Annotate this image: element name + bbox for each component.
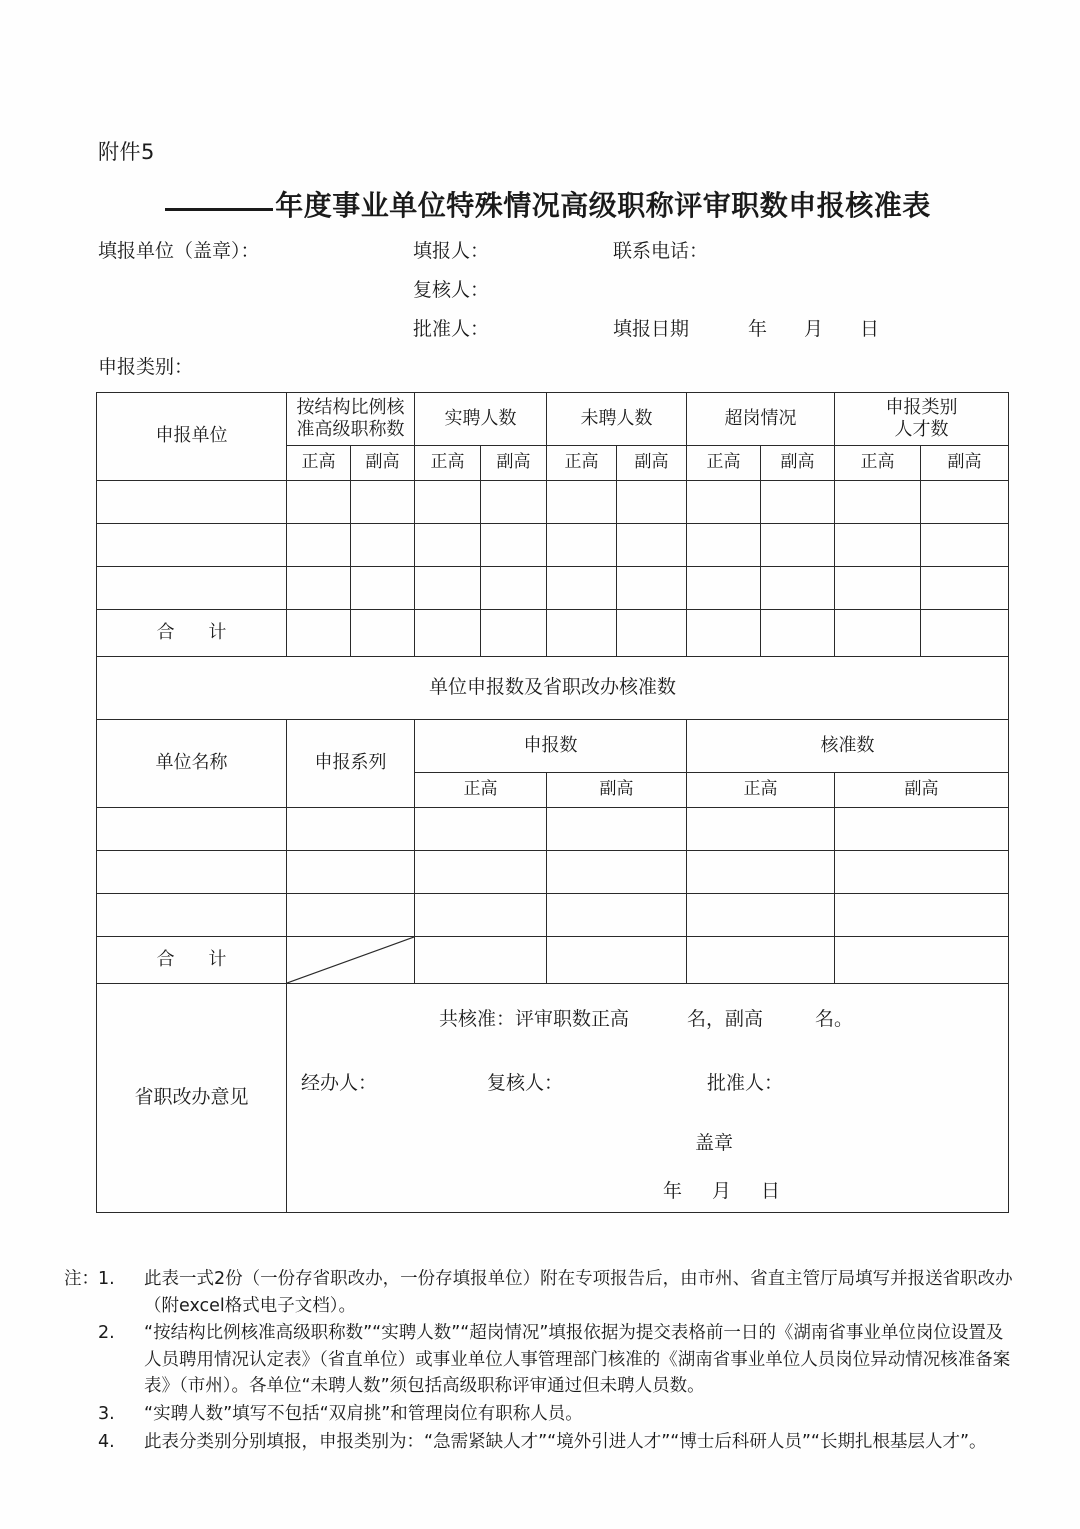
footnote-number: 1. bbox=[98, 1269, 115, 1289]
cell[interactable] bbox=[687, 610, 761, 657]
cell[interactable] bbox=[351, 481, 415, 524]
footnote-text: “实聘人数”填写不包括“双肩挑”和管理岗位有职称人员。 bbox=[144, 1403, 583, 1424]
opinion-reviewer: 复核人： bbox=[487, 1072, 564, 1094]
table1-sub-2: 正高 bbox=[415, 446, 481, 481]
table2-sub-1: 副高 bbox=[547, 773, 687, 808]
cell[interactable] bbox=[687, 524, 761, 567]
footnote-text: 此表一式2份（一份存省职改办，一份存填报单位）附在专项报告后，由市州、省直主管厅局填写并报送省职改办（附excel格式电子文档）。 bbox=[144, 1269, 1013, 1316]
category-label: 申报类别： bbox=[98, 356, 194, 378]
footnote-item bbox=[64, 1266, 1018, 1319]
opinion-row bbox=[97, 984, 1009, 1213]
opinion-date-month: 月 bbox=[712, 1180, 732, 1202]
cell[interactable] bbox=[97, 567, 287, 610]
cell[interactable] bbox=[617, 567, 687, 610]
table-row bbox=[97, 851, 1009, 894]
page-title bbox=[98, 184, 998, 224]
meta-row-2 bbox=[98, 275, 998, 314]
cell[interactable] bbox=[547, 567, 617, 610]
field-filled-by: 填报人： bbox=[413, 240, 490, 262]
opinion-seal: 盖章 bbox=[695, 1132, 734, 1154]
cell[interactable] bbox=[415, 567, 481, 610]
cell[interactable] bbox=[835, 851, 1009, 894]
footnote-text: 此表分类别分别填报，申报类别为：“急需紧缺人才”“境外引进人才”“博士后科研人员”“长期扎根基层人才”。 bbox=[144, 1431, 987, 1452]
table1-total-label: 合 计 bbox=[97, 610, 287, 657]
table2-header-row bbox=[97, 720, 1009, 773]
cell[interactable] bbox=[415, 524, 481, 567]
cell[interactable] bbox=[97, 894, 287, 937]
cell[interactable] bbox=[415, 808, 547, 851]
table1-group-unhired: 未聘人数 bbox=[547, 393, 687, 446]
cell[interactable] bbox=[287, 567, 351, 610]
cell[interactable] bbox=[547, 851, 687, 894]
footnote-item bbox=[98, 1429, 1018, 1456]
footnote-number: 3. bbox=[98, 1403, 115, 1424]
opinion-approved-mid: 名，副高 bbox=[687, 1008, 764, 1030]
meta-row-1 bbox=[98, 236, 998, 275]
table2-total-row bbox=[97, 937, 1009, 984]
cell[interactable] bbox=[415, 937, 547, 984]
table2-col-unit-name: 单位名称 bbox=[97, 720, 287, 808]
footnote-item bbox=[98, 1401, 1018, 1428]
table1-sub-0: 正高 bbox=[287, 446, 351, 481]
cell[interactable] bbox=[287, 524, 351, 567]
table2-sub-2: 正高 bbox=[687, 773, 835, 808]
cell[interactable] bbox=[97, 524, 287, 567]
cell[interactable] bbox=[687, 851, 835, 894]
cell[interactable] bbox=[687, 937, 835, 984]
cell[interactable] bbox=[351, 567, 415, 610]
footnote-prefix: 注： bbox=[64, 1269, 99, 1289]
footnotes bbox=[64, 1266, 1018, 1456]
table1-sub-9: 副高 bbox=[921, 446, 1009, 481]
cell[interactable] bbox=[415, 481, 481, 524]
section-band-label: 单位申报数及省职改办核准数 bbox=[97, 657, 1009, 720]
table-row bbox=[97, 567, 1009, 610]
cell[interactable] bbox=[547, 610, 617, 657]
cell[interactable] bbox=[481, 524, 547, 567]
cell[interactable] bbox=[921, 610, 1009, 657]
cell[interactable] bbox=[921, 524, 1009, 567]
cell[interactable] bbox=[835, 481, 921, 524]
cell[interactable] bbox=[97, 851, 287, 894]
cell[interactable] bbox=[287, 610, 351, 657]
opinion-date-year: 年 bbox=[663, 1180, 683, 1202]
table1-group-structure bbox=[287, 393, 415, 446]
main-form-table bbox=[96, 392, 1009, 1213]
opinion-approver: 批准人： bbox=[707, 1072, 784, 1094]
cell[interactable] bbox=[547, 481, 617, 524]
field-year: 年 bbox=[748, 318, 768, 340]
year-blank-line bbox=[165, 208, 273, 211]
table1-sub-7: 副高 bbox=[761, 446, 835, 481]
cell[interactable] bbox=[287, 851, 415, 894]
table2-col-series: 申报系列 bbox=[287, 720, 415, 808]
table1-col-unit: 申报单位 bbox=[97, 393, 287, 481]
field-reporting-unit: 填报单位（盖章）： bbox=[98, 240, 260, 262]
table-row bbox=[97, 894, 1009, 937]
footnote-text: “按结构比例核准高级职称数”“实聘人数”“超岗情况”填报依据为提交表格前一日的《湖南省事业单位岗位设置及人员聘用情况认定表》（省直单位）或事业单位人事管理部门核准的《湖南省事业单位人员岗位异动情况核准备案表》（市州）。各单位“未聘人数”须包括高级职称评审通过但未聘人员数。 bbox=[144, 1323, 1011, 1397]
table2-group-approved: 核准数 bbox=[687, 720, 1009, 773]
cell[interactable] bbox=[687, 567, 761, 610]
group-structure-line1: 按结构比例核 bbox=[296, 396, 405, 418]
cell[interactable] bbox=[547, 937, 687, 984]
table1-sub-4: 正高 bbox=[547, 446, 617, 481]
cell[interactable] bbox=[687, 481, 761, 524]
cell[interactable] bbox=[415, 894, 547, 937]
section-band-row bbox=[97, 657, 1009, 720]
cell[interactable] bbox=[97, 808, 287, 851]
group-structure-line2: 准高级职称数 bbox=[296, 419, 405, 440]
cell[interactable] bbox=[835, 808, 1009, 851]
table2-sub-0: 正高 bbox=[415, 773, 547, 808]
attachment-number: 附件5 bbox=[98, 140, 155, 164]
cell[interactable] bbox=[835, 567, 921, 610]
opinion-label: 省职改办意见 bbox=[97, 984, 287, 1213]
group-talent-line1: 申报类别 bbox=[885, 396, 958, 418]
opinion-handler: 经办人： bbox=[301, 1072, 378, 1094]
table1-sub-6: 正高 bbox=[687, 446, 761, 481]
cell[interactable] bbox=[921, 481, 1009, 524]
header-fields bbox=[98, 236, 998, 353]
cell[interactable] bbox=[547, 524, 617, 567]
cell[interactable] bbox=[617, 610, 687, 657]
cell[interactable] bbox=[761, 481, 835, 524]
table-row bbox=[97, 524, 1009, 567]
opinion-approved-suffix: 名。 bbox=[815, 1008, 854, 1030]
series-struck-cell bbox=[287, 937, 415, 984]
cell[interactable] bbox=[835, 894, 1009, 937]
opinion-approved-line bbox=[439, 1008, 853, 1032]
table1-group-category-talent bbox=[835, 393, 1009, 446]
opinion-approved-prefix: 共核准：评审职数正高 bbox=[439, 1008, 630, 1030]
table-row bbox=[97, 808, 1009, 851]
opinion-content bbox=[287, 984, 1008, 1212]
field-approver: 批准人： bbox=[413, 318, 490, 340]
cell[interactable] bbox=[97, 481, 287, 524]
cell[interactable] bbox=[835, 937, 1009, 984]
cell[interactable] bbox=[481, 567, 547, 610]
field-reviewer: 复核人： bbox=[413, 279, 490, 301]
cell[interactable] bbox=[761, 524, 835, 567]
cell[interactable] bbox=[835, 524, 921, 567]
opinion-date bbox=[663, 1180, 780, 1204]
field-day: 日 bbox=[860, 318, 880, 340]
footnote-number: 4. bbox=[98, 1431, 115, 1452]
cell[interactable] bbox=[415, 851, 547, 894]
cell[interactable] bbox=[351, 524, 415, 567]
group-talent-line2: 人才数 bbox=[894, 419, 949, 440]
cell[interactable] bbox=[921, 567, 1009, 610]
field-contact-phone: 联系电话： bbox=[613, 240, 709, 262]
table2-group-declared: 申报数 bbox=[415, 720, 687, 773]
table1-sub-1: 副高 bbox=[351, 446, 415, 481]
cell[interactable] bbox=[287, 481, 351, 524]
table1-sub-5: 副高 bbox=[617, 446, 687, 481]
cell[interactable] bbox=[761, 567, 835, 610]
footnote-number: 2. bbox=[98, 1323, 115, 1344]
table2-sub-3: 副高 bbox=[835, 773, 1009, 808]
cell[interactable] bbox=[481, 610, 547, 657]
cell[interactable] bbox=[287, 894, 415, 937]
meta-row-3 bbox=[98, 314, 998, 353]
field-month: 月 bbox=[804, 318, 824, 340]
table1-sub-8: 正高 bbox=[835, 446, 921, 481]
cell[interactable] bbox=[687, 894, 835, 937]
cell[interactable] bbox=[415, 610, 481, 657]
cell[interactable] bbox=[481, 481, 547, 524]
diagonal-strike-icon bbox=[287, 937, 414, 983]
table-row bbox=[97, 481, 1009, 524]
cell[interactable] bbox=[351, 610, 415, 657]
title-text: 年度事业单位特殊情况高级职称评审职数申报核准表 bbox=[275, 189, 931, 222]
cell[interactable] bbox=[617, 524, 687, 567]
table2-total-label: 合 计 bbox=[97, 937, 287, 984]
cell[interactable] bbox=[617, 481, 687, 524]
cell[interactable] bbox=[761, 610, 835, 657]
cell[interactable] bbox=[687, 808, 835, 851]
table1-sub-3: 副高 bbox=[481, 446, 547, 481]
cell[interactable] bbox=[547, 808, 687, 851]
cell[interactable] bbox=[835, 610, 921, 657]
opinion-body[interactable] bbox=[287, 984, 1009, 1213]
table1-header-row bbox=[97, 393, 1009, 446]
field-report-date: 填报日期 bbox=[613, 318, 690, 340]
table1-group-overstaff: 超岗情况 bbox=[687, 393, 835, 446]
footnote-item bbox=[98, 1320, 1018, 1400]
cell[interactable] bbox=[287, 808, 415, 851]
table1-total-row bbox=[97, 610, 1009, 657]
table1-group-actual: 实聘人数 bbox=[415, 393, 547, 446]
opinion-date-day: 日 bbox=[761, 1180, 781, 1202]
cell[interactable] bbox=[547, 894, 687, 937]
